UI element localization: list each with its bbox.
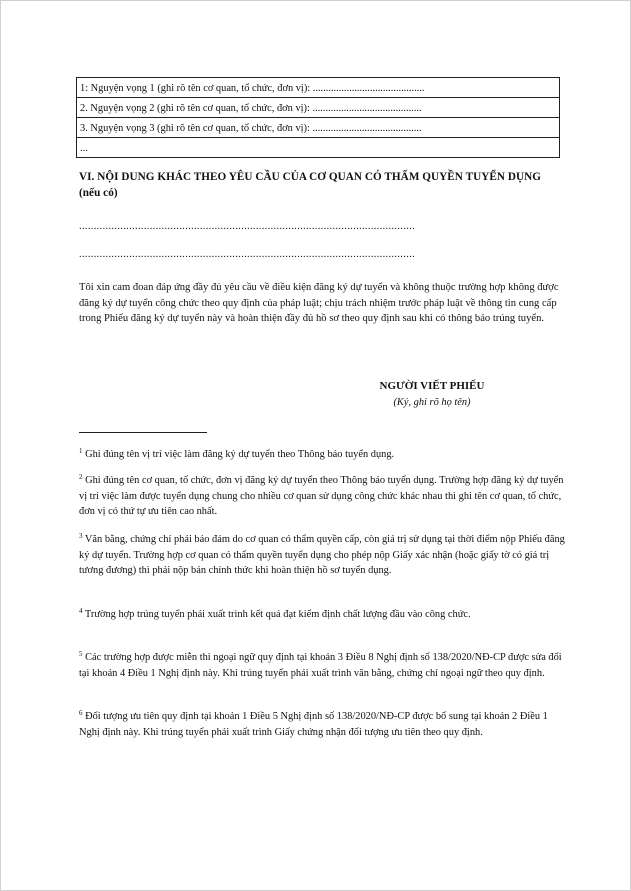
signer-note: (Ký, ghi rõ họ tên) xyxy=(393,397,471,408)
footnote-separator xyxy=(79,432,207,433)
footnote xyxy=(79,473,565,520)
footnote-text: Ghi đúng tên vị trí việc làm đăng ký dự tuyển theo Thông báo tuyển dụng. xyxy=(85,449,395,460)
wish-more: ... xyxy=(77,138,560,158)
footnote-text: Văn bằng, chứng chỉ phải bảo đảm do cơ quan có thẩm quyền cấp, còn giá trị sử dụng tại thời điểm nộp Phiếu đăng ký dự tuyển. Trường hợp cơ quan có thẩm quyền tuyển dụng cho phép nộp Giấy xác nhận (hoặc giấy tờ có giá trị tương đương) thì phải nộp bản chính thức khi hoàn thiện hồ sơ tuyển dụng. xyxy=(79,534,565,576)
footnote-text: Các trường hợp được miễn thi ngoại ngữ quy định tại khoản 3 Điều 8 Nghị định số 138/2020/NĐ-CP được sửa đổi tại khoản 4 Điều 1 Nghị định này. Khi trúng tuyển phải xuất trình văn bằng, chứng chỉ ngoại ngữ theo quy định. xyxy=(79,652,562,679)
section-vi-title: VI. NỘI DUNG KHÁC THEO YÊU CẦU CỦA CƠ QUAN CÓ THẨM QUYỀN TUYỂN DỤNG (nếu có) xyxy=(79,171,541,199)
wish-2: 2. Nguyện vọng 2 (ghi rõ tên cơ quan, tổ chức, đơn vị): .......................................... xyxy=(77,98,560,118)
footnote xyxy=(79,607,565,623)
wish-3: 3. Nguyện vọng 3 (ghi rõ tên cơ quan, tổ chức, đơn vị): .......................................... xyxy=(77,118,560,138)
footnote-number: 3 xyxy=(79,532,83,540)
footnote-text: Ghi đúng tên cơ quan, tổ chức, đơn vị đăng ký dự tuyển theo Thông báo tuyển dụng. Trường hợp đăng ký dự tuyển vị trí việc làm được tuyển dụng chung cho nhiều cơ quan sử dụng công chức khác nhau thì ghi tên cơ quan, tổ chức, đơn vị có thứ tự ưu tiên cao nhất. xyxy=(79,475,564,517)
table-row xyxy=(77,118,560,138)
signer-title: NGƯỜI VIẾT PHIẾU xyxy=(379,380,485,392)
footnote xyxy=(79,447,565,463)
wishes-table xyxy=(76,77,560,158)
footnote-number: 2 xyxy=(79,473,83,481)
footnote-number: 5 xyxy=(79,650,83,658)
footnote-number: 6 xyxy=(79,709,83,717)
dotted-line: .................................................................................................................. xyxy=(79,249,416,260)
table-row xyxy=(77,98,560,118)
footnote xyxy=(79,709,565,740)
dotted-line: .................................................................................................................. xyxy=(79,221,416,232)
wish-1: 1: Nguyện vọng 1 (ghi rõ tên cơ quan, tổ chức, đơn vị): ........................................... xyxy=(77,78,560,98)
footnote-number: 1 xyxy=(79,447,83,455)
footnote xyxy=(79,532,565,579)
declaration-text: Tôi xin cam đoan đáp ứng đầy đủ yêu cầu về điều kiện đăng ký dự tuyển và không thuộc trường hợp không được đăng ký dự tuyển công chức theo quy định của pháp luật; chịu trách nhiệm trước pháp luật về thông tin cung cấp trong Phiếu đăng ký dự tuyển này và hoàn thiện đầy đủ hồ sơ theo quy định sau khi có thông báo trúng tuyển. xyxy=(79,282,559,324)
table-row xyxy=(77,78,560,98)
footnote-text: Đối tượng ưu tiên quy định tại khoản 1 Điều 5 Nghị định số 138/2020/NĐ-CP được bổ sung tại khoản 2 Điều 1 Nghị định này. Khi trúng tuyển phải xuất trình Giấy chứng nhận đối tượng ưu tiên theo quy định. xyxy=(79,711,548,738)
table-row xyxy=(77,138,560,158)
footnote-number: 4 xyxy=(79,607,83,615)
footnote xyxy=(79,650,565,681)
footnote-text: Trường hợp trúng tuyển phải xuất trình kết quả đạt kiểm định chất lượng đầu vào công chức. xyxy=(84,609,471,620)
